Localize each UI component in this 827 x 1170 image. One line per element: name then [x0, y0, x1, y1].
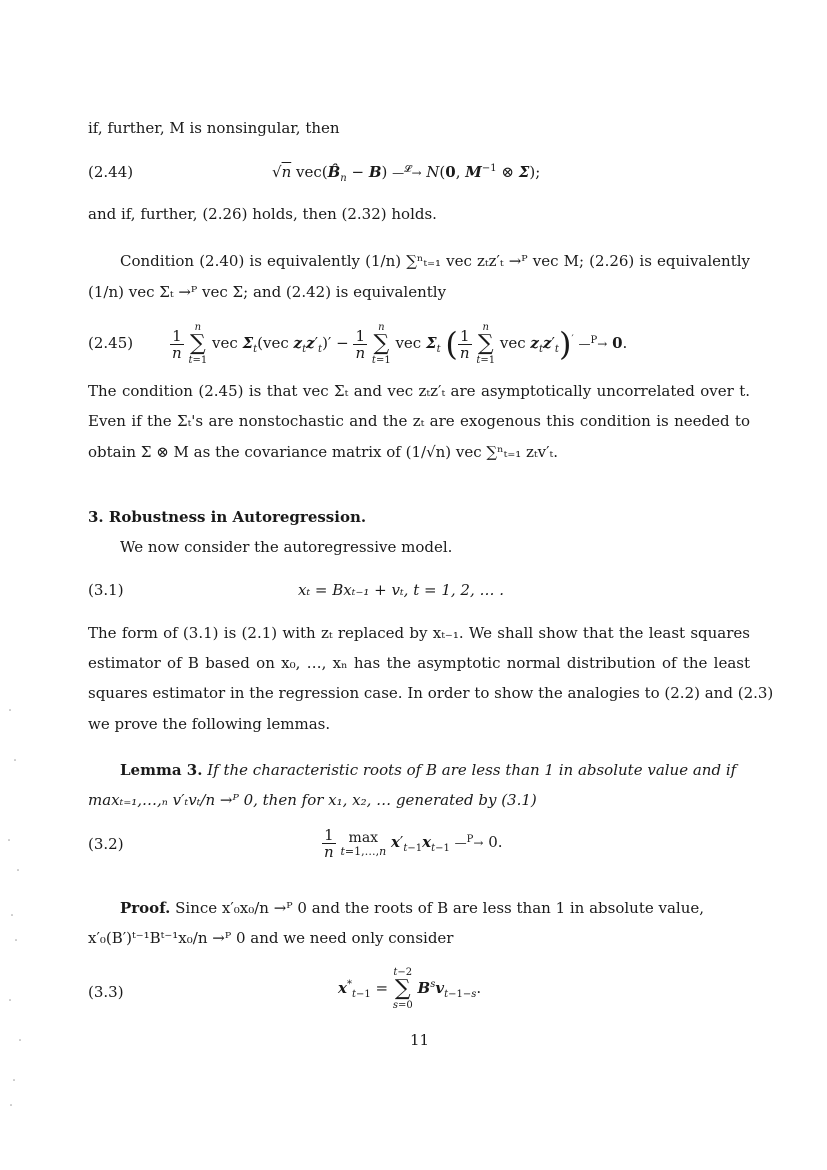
paragraph-holds: and if, further, (2.26) holds, then (2.32) holds. [88, 205, 437, 223]
equation-number-2-44: (2.44) [88, 163, 134, 181]
paragraph-model-intro: We now consider the autoregressive model. [120, 538, 453, 556]
paragraph-form-line2: estimator of B based on x₀, …, xₙ has the asymptotic normal distribution of the least [88, 654, 750, 672]
equation-3-3: $x^*_{t-1} = t-2$ ∑ s=0 $B^sv_{t-1-s}$. [338, 967, 482, 1011]
page-number: 11 [410, 1031, 430, 1049]
equation-number-2-45: (2.45) [88, 334, 134, 352]
equation-3-2: $\frac{1}{n}$ max t=1,…,n $x'_{t-1}x_{t-1}$ —$^P$→ 0. [324, 825, 503, 861]
paragraph-uncorrelated-line2: Even if the Σₜ's are nonstochastic and the zₜ are exogenous this condition is needed to [88, 412, 750, 430]
proof-line1 [120, 898, 750, 918]
paragraph-condition-line1: Condition (2.40) is equivalently (1/n) ∑ⁿₜ₌₁ vec zₜz′ₜ →ᴾ vec M; (2.26) is equivalently [120, 252, 750, 270]
section-heading: 3. Robustness in Autoregression. [88, 508, 367, 526]
equation-3-1: xₜ = Bxₜ₋₁ + vₜ, t = 1, 2, … . [298, 581, 505, 599]
proof-line1-text: Since x′₀x₀/n →ᴾ 0 and the roots of B are less than 1 in absolute value, [175, 899, 705, 917]
proof-line2: x′₀(B′)ᵗ⁻¹Bᵗ⁻¹x₀/n →ᴾ 0 and we need only consider [88, 929, 454, 947]
equation-number-3-2: (3.2) [88, 835, 124, 853]
paragraph-condition-line2: (1/n) vec Σₜ →ᴾ vec Σ; and (2.42) is equivalently [88, 283, 447, 301]
proof-label: Proof. [120, 899, 171, 917]
lemma-line1 [120, 760, 750, 780]
paragraph-intro-text: if, further, M is nonsingular, then [88, 119, 340, 137]
equation-number-3-1: (3.1) [88, 581, 124, 599]
lemma-line2 [88, 790, 537, 810]
lemma-text: If the characteristic roots of B are less than 1 in absolute value and if [207, 761, 737, 779]
paragraph-form-line3: squares estimator in the regression case. In order to show the analogies to (2.2) and (2.3) [88, 684, 774, 702]
lemma-label: Lemma 3. [120, 761, 203, 779]
equation-2-45: $\frac{1}{n}$ n ∑ t=1 vec $\Sigma_t(vec$ $z_tz'_t)'$ − $\frac{1}{n}$ n ∑ t=1 vec $\Sigma_t$ ( $\frac{1}{n}$ n ∑ t=1 vec $z_tz'_t)'$ —$^P$→ 0. [172, 322, 628, 366]
lemma-line2-text: maxₜ₌₁,…,ₙ v′ₜvₜ/n →ᴾ 0, then for x₁, x₂, … generated by (3.1) [88, 791, 537, 809]
equation-number-3-3: (3.3) [88, 983, 124, 1001]
equation-2-44: √n $vec(B̂_n - B)$ —$^𝓛$→ N(0, $M^{-1}$ ⊗ Σ); [272, 163, 541, 184]
paragraph-uncorrelated-line3: obtain Σ ⊗ M as the covariance matrix of (1/√n) vec ∑ⁿₜ₌₁ zₜv′ₜ. [88, 443, 558, 461]
scan-noise-dots [6, 700, 24, 1120]
paragraph-form-line1: The form of (3.1) is (2.1) with zₜ replaced by xₜ₋₁. We shall show that the least squares [88, 624, 750, 642]
paragraph-intro [88, 118, 340, 138]
paragraph-form-line4: we prove the following lemmas. [88, 715, 331, 733]
paragraph-uncorrelated-line1: The condition (2.45) is that vec Σₜ and vec zₜz′ₜ are asymptotically uncorrelated over t. [88, 382, 750, 400]
